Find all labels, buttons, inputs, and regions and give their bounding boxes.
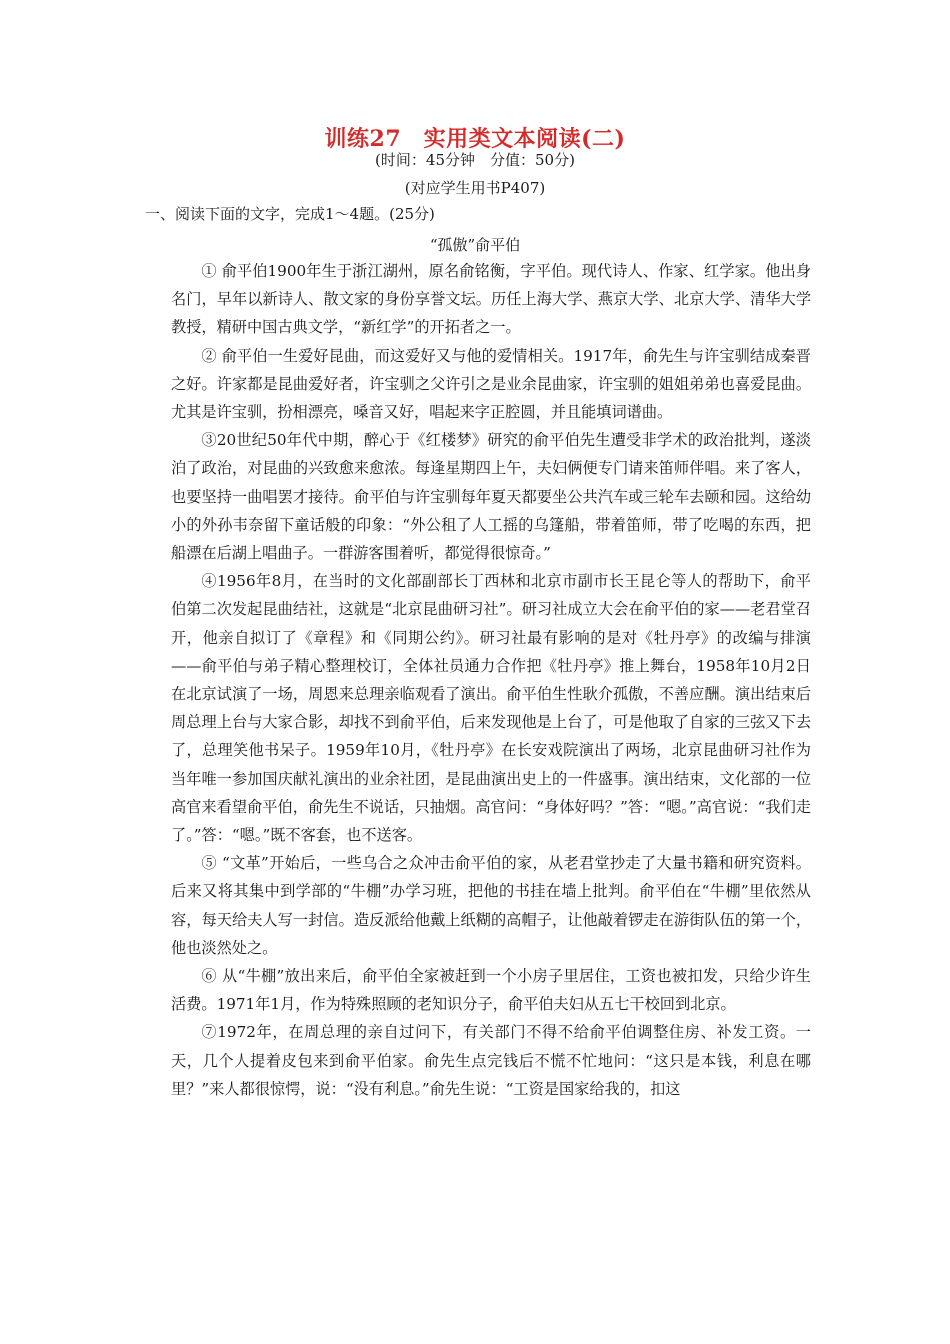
section-heading: 一、阅读下面的文字，完成1～4题。(25分) xyxy=(145,205,435,223)
article-body xyxy=(171,257,811,1103)
article-title: “孤傲”俞平伯 xyxy=(429,236,521,254)
paragraph-7: ⑦1972年，在周总理的亲自过问下，有关部门不得不给俞平伯调整住房、补发工资。一天，几个人提着皮包来到俞平伯家。俞先生点完钱后不慌不忙地问：“这只是本钱，利息在哪里？”来人都很惊愕，说：“没有利息。”俞先生说：“工资是国家给我的，扣这 xyxy=(171,1023,811,1098)
time-score-line: (时间：45分钟 分值：50分) xyxy=(375,151,575,169)
paragraph-1: ① 俞平伯1900年生于浙江湖州，原名俞铭衡，字平伯。现代诗人、作家、红学家。他出身名门，早年以新诗人、散文家的身份享誉文坛。历任上海大学、燕京大学、北京大学、清华大学教授，精研中国古典文学，“新红学”的开拓者之一。 xyxy=(171,262,811,337)
paragraph-4: ④1956年8月，在当时的文化部副部长丁西林和北京市副市长王昆仑等人的帮助下，俞平伯第二次发起昆曲结社，这就是“北京昆曲研习社”。研习社成立大会在俞平伯的家——老君堂召开，他亲自拟订了《章程》和《同期公约》。研习社最有影响的是对《牡丹亭》的改编与排演——俞平伯与弟子精心整理校订，全体社员通力合作把《牡丹亭》推上舞台，1958年10月2日在北京试演了一场，周恩来总理亲临观看了演出。俞平伯生性耿介孤傲，不善应酬。演出结束后周总理上台与大家合影，却找不到俞平伯，后来发现他是上台了，可是他取了自家的三弦又下去了，总理笑他书呆子。1959年10月，《牡丹亭》在长安戏院演出了两场，北京昆曲研习社作为当年唯一参加国庆献礼演出的业余社团，是昆曲演出史上的一件盛事。演出结束，文化部的一位高官来看望俞平伯，俞先生不说话，只抽烟。高官问：“身体好吗？”答：“嗯。”高官说：“我们走了。”答：“嗯。”既不客套，也不送客。 xyxy=(171,572,811,845)
paragraph-3: ③20世纪50年代中期，醉心于《红楼梦》研究的俞平伯先生遭受非学术的政治批判，遂淡泊了政治，对昆曲的兴致愈来愈浓。每逢星期四上午，夫妇俩便专门请来笛师伴唱。来了客人，也要坚持一曲唱罢才接待。俞平伯与许宝驯每年夏天都要坐公共汽车或三轮车去颐和园。这给幼小的外孙韦奈留下童话般的印象：“外公租了人工摇的乌篷船，带着笛师，带了吃喝的东西，把船漂在后湖上唱曲子。一群游客围着听，都觉得很惊奇。” xyxy=(171,431,811,563)
paragraph-5: ⑤ “文革”开始后，一些乌合之众冲击俞平伯的家，从老君堂抄走了大量书籍和研究资料。后来又将其集中到学部的“牛棚”办学习班，把他的书挂在墙上批判。俞平伯在“牛棚”里依然从容，每天给夫人写一封信。造反派给他戴上纸糊的高帽子，让他敲着锣走在游街队伍的第一个，他也淡然处之。 xyxy=(171,854,811,957)
paragraph-6: ⑥ 从“牛棚”放出来后，俞平伯全家被赶到一个小房子里居住，工资也被扣发，只给少许生活费。1971年1月，作为特殊照顾的老知识分子，俞平伯夫妇从五七干校回到北京。 xyxy=(171,967,811,1014)
reference-line: (对应学生用书P407) xyxy=(404,179,546,197)
paragraph-2: ② 俞平伯一生爱好昆曲，而这爱好又与他的爱情相关。1917年，俞先生与许宝驯结成秦晋之好。许家都是昆曲爱好者，许宝驯之父许引之是业余昆曲家，许宝驯的姐姐弟弟也喜爱昆曲。尤其是许宝驯，扮相漂亮，嗓音又好，唱起来字正腔圆，并且能填词谱曲。 xyxy=(171,346,811,422)
page-title: 训练27 实用类文本阅读(二) xyxy=(324,126,626,152)
